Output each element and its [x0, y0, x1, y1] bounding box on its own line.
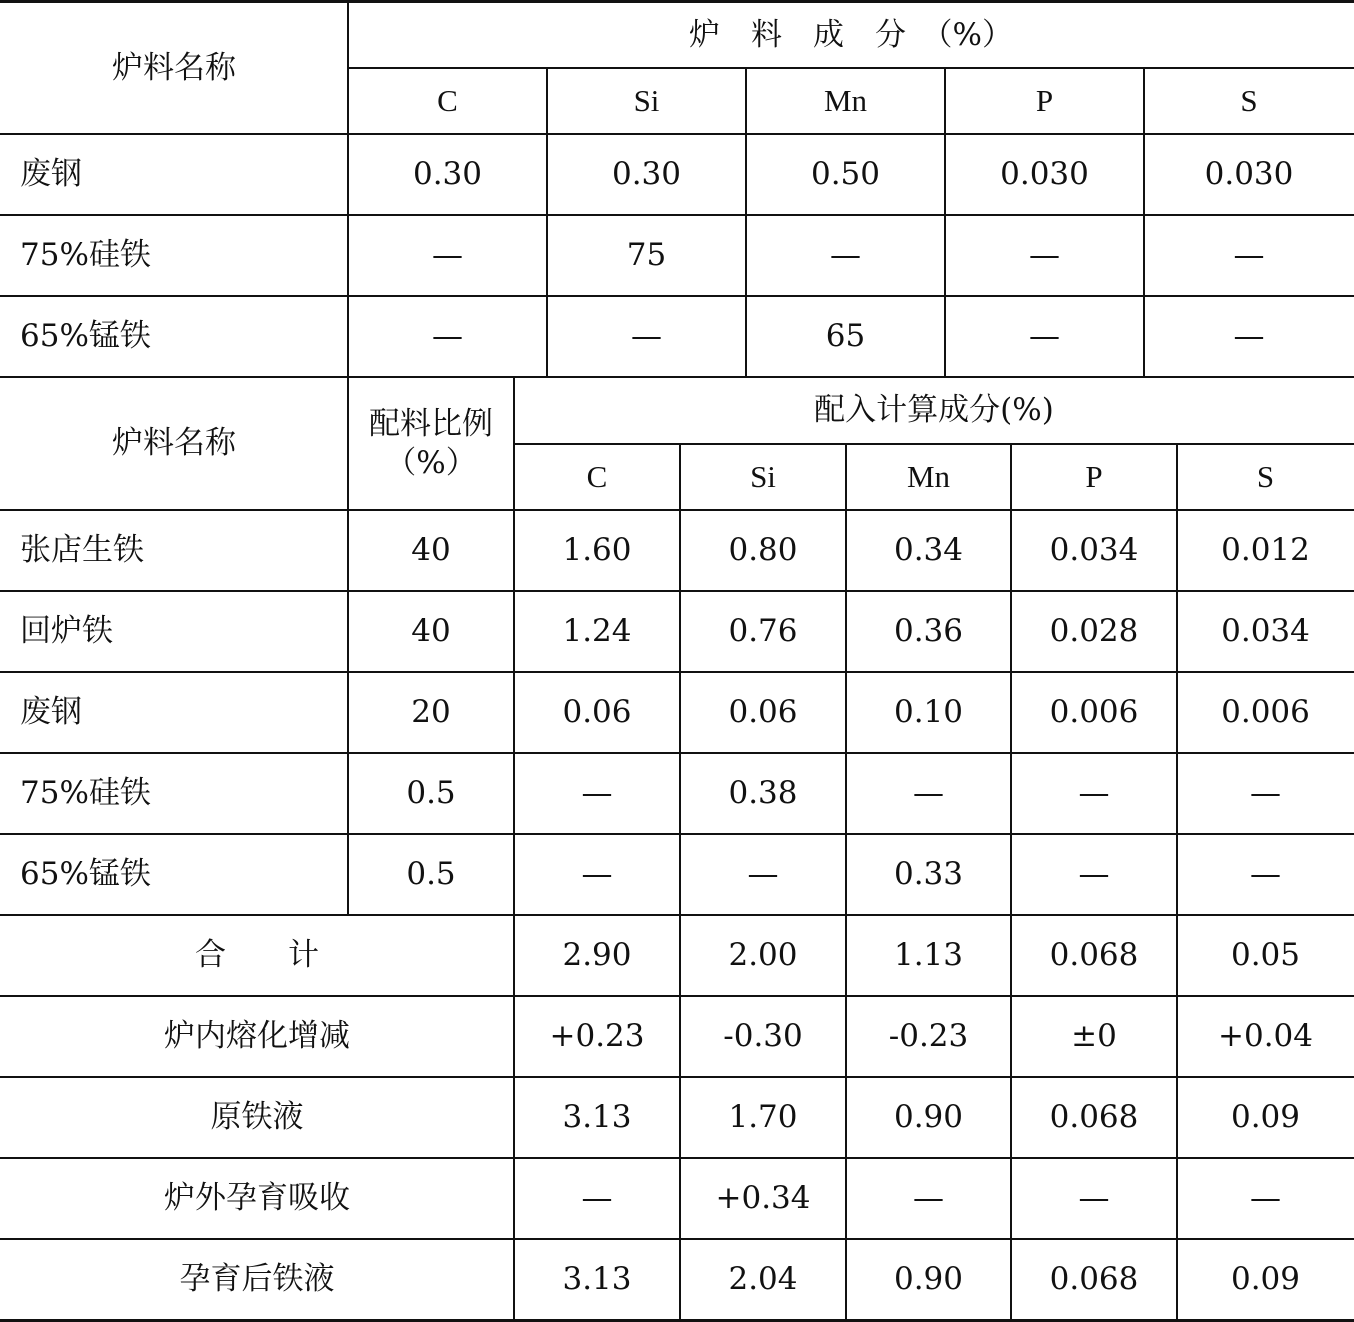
bottom-row-value: 0.034: [1221, 613, 1310, 650]
summary-row-label: 炉内熔化增减: [164, 1018, 350, 1055]
bottom-row-value: —: [913, 775, 944, 812]
bottom-header-computed: 配入计算成分(%): [814, 392, 1054, 429]
table-rule: [0, 214, 1354, 216]
summary-row-value: 3.13: [562, 1261, 632, 1298]
summary-row-value: 0.90: [893, 1099, 964, 1136]
table-rule: [0, 295, 1354, 297]
bottom-row-value: —: [1078, 856, 1110, 893]
summary-row-value: 0.09: [1230, 1099, 1301, 1136]
table-rule: [0, 671, 1354, 673]
top-row-name: 65%锰铁: [20, 318, 151, 355]
top-row-value: —: [1233, 237, 1265, 274]
summary-row-value: -0.30: [723, 1018, 803, 1055]
summary-row-label: 合 计: [195, 937, 319, 974]
table-rule: [0, 1076, 1354, 1078]
summary-row-value: 0.05: [1230, 937, 1301, 974]
top-header-element-c: C: [437, 82, 458, 118]
top-row-value: 0.50: [810, 156, 881, 193]
table-col-rule: [347, 376, 349, 915]
bottom-row-ratio: 40: [411, 613, 451, 650]
bottom-row-ratio: 40: [411, 532, 451, 569]
table-rule: [0, 509, 1354, 511]
top-row-name: 75%硅铁: [20, 237, 151, 274]
top-row-name: 废钢: [20, 156, 82, 193]
bottom-row-name: 张店生铁: [20, 532, 144, 569]
table-rule: [0, 590, 1354, 592]
bottom-row-value: 0.034: [1049, 532, 1139, 569]
top-row-value: —: [631, 318, 662, 355]
bottom-row-ratio: 20: [411, 694, 451, 731]
top-header-composition: 炉 料 成 分 （%）: [689, 16, 1013, 53]
top-row-value: 65: [825, 318, 866, 355]
bottom-row-value: 0.06: [728, 694, 798, 731]
bottom-header-element-mn: Mn: [906, 458, 951, 494]
table-col-rule: [513, 376, 515, 1321]
table-col-rule: [679, 443, 681, 1321]
summary-row-value: 2.90: [562, 937, 632, 974]
bottom-row-value: 0.36: [893, 613, 964, 650]
table-rule: [0, 752, 1354, 754]
bottom-row-value: 0.012: [1221, 532, 1310, 569]
table-col-rule: [347, 0, 349, 377]
top-row-value: 0.30: [412, 156, 483, 193]
summary-row-value: ±0: [1071, 1018, 1117, 1055]
top-row-value: —: [432, 237, 463, 274]
table-col-rule: [546, 67, 548, 377]
bottom-header-ratio-line2: （%）: [385, 444, 477, 481]
summary-row-value: 0.90: [893, 1261, 964, 1298]
summary-row-label: 炉外孕育吸收: [164, 1180, 350, 1217]
bottom-row-name: 65%锰铁: [20, 856, 151, 893]
table-rule: [514, 443, 1354, 445]
top-row-value: —: [830, 237, 861, 274]
table-rule: [0, 914, 1354, 916]
top-row-value: 75: [626, 237, 667, 274]
summary-row-value: —: [581, 1180, 613, 1217]
table-rule: [0, 1157, 1354, 1159]
table-col-rule: [1010, 443, 1012, 1321]
bottom-row-value: 0.06: [562, 694, 632, 731]
summary-row-value: 0.068: [1049, 1261, 1139, 1298]
summary-row-value: 0.09: [1230, 1261, 1301, 1298]
top-row-value: —: [1233, 318, 1265, 355]
top-header-element-si: Si: [633, 82, 660, 118]
table-col-rule: [745, 67, 747, 377]
summary-row-value: —: [913, 1180, 944, 1217]
bottom-row-value: 0.006: [1049, 694, 1139, 731]
top-header-element-s: S: [1240, 82, 1258, 118]
summary-row-value: —: [1078, 1180, 1110, 1217]
table-rule: [0, 376, 1354, 378]
summary-row-value: 3.13: [562, 1099, 632, 1136]
summary-row-value: 0.068: [1049, 937, 1139, 974]
bottom-row-value: —: [1250, 775, 1281, 812]
bottom-row-value: —: [1078, 775, 1110, 812]
bottom-row-ratio: 0.5: [406, 856, 456, 893]
bottom-row-value: 0.006: [1221, 694, 1310, 731]
bottom-row-value: 0.76: [728, 613, 798, 650]
bottom-row-value: —: [581, 856, 613, 893]
bottom-row-value: 0.10: [893, 694, 964, 731]
top-row-value: 0.30: [611, 156, 682, 193]
summary-row-value: 0.068: [1049, 1099, 1139, 1136]
bottom-row-value: 0.34: [893, 532, 964, 569]
top-row-value: 0.030: [1204, 156, 1294, 193]
top-row-value: —: [1029, 237, 1060, 274]
bottom-row-value: —: [747, 856, 779, 893]
top-header-element-p: P: [1035, 82, 1054, 118]
top-row-value: —: [432, 318, 463, 355]
bottom-header-element-p: P: [1085, 458, 1103, 494]
summary-row-value: -0.23: [888, 1018, 969, 1055]
bottom-header-element-s: S: [1256, 458, 1275, 494]
bottom-header-name: 炉料名称: [112, 425, 236, 462]
summary-row-label: 原铁液: [210, 1099, 304, 1136]
top-row-value: —: [1029, 318, 1060, 355]
bottom-row-value: 0.33: [893, 856, 964, 893]
table-rule: [0, 995, 1354, 997]
summary-row-value: +0.23: [549, 1018, 645, 1055]
table-rule: [0, 833, 1354, 835]
summary-row-label: 孕育后铁液: [179, 1261, 335, 1298]
bottom-row-value: 1.24: [562, 613, 632, 650]
summary-row-value: +0.34: [715, 1180, 811, 1217]
table-col-rule: [1143, 67, 1145, 377]
bottom-header-element-c: C: [586, 458, 608, 494]
bottom-header-ratio: [348, 377, 514, 510]
bottom-row-value: —: [1250, 856, 1281, 893]
table-col-rule: [1176, 443, 1178, 1321]
summary-row-value: —: [1250, 1180, 1281, 1217]
top-header-element-mn: Mn: [823, 82, 868, 118]
bottom-row-name: 回炉铁: [20, 613, 113, 650]
bottom-row-ratio: 0.5: [406, 775, 456, 812]
table-rule: [348, 67, 1354, 69]
summary-row-value: 2.04: [728, 1261, 798, 1298]
bottom-header-ratio-line1: 配料比例: [369, 405, 493, 442]
bottom-row-value: —: [581, 775, 613, 812]
summary-row-value: 1.13: [893, 937, 964, 974]
table-col-rule: [845, 443, 847, 1321]
table-rule: [0, 133, 1354, 135]
bottom-row-value: 0.38: [728, 775, 798, 812]
table-rule: [0, 1238, 1354, 1240]
bottom-row-value: 1.60: [562, 532, 632, 569]
summary-row-value: 1.70: [728, 1099, 798, 1136]
bottom-row-name: 废钢: [20, 694, 82, 731]
top-header-name: 炉料名称: [112, 49, 236, 86]
table-col-rule: [944, 67, 946, 377]
summary-row-value: 2.00: [728, 937, 798, 974]
bottom-row-value: 0.80: [728, 532, 798, 569]
summary-row-value: +0.04: [1218, 1018, 1313, 1055]
table-top-rule: [0, 0, 1354, 3]
bottom-header-element-si: Si: [750, 458, 776, 494]
top-row-value: 0.030: [1000, 156, 1089, 193]
bottom-row-value: 0.028: [1049, 613, 1139, 650]
bottom-row-name: 75%硅铁: [20, 775, 151, 812]
